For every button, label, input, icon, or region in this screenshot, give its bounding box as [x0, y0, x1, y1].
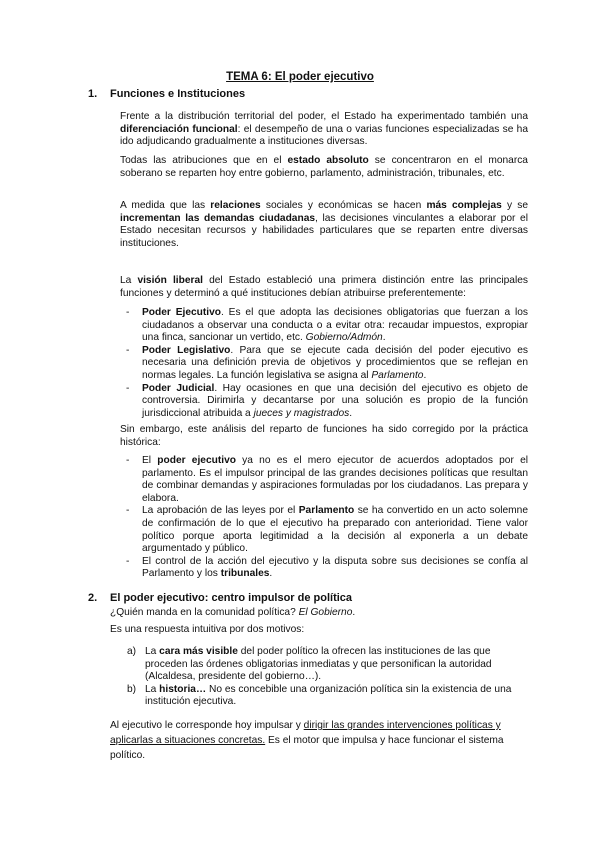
paragraph-4: La visión liberal del Estado estableció una primera distinción entre las principales funciones y determinó a qué instituciones debían atribuirse preferentemente: [120, 275, 528, 299]
list-item: b) La historia… No es concebible una organización política sin la existencia de una institución ejecutiva. [127, 683, 512, 708]
list-item: a) La cara más visible del poder político la ofrecen las instituciones de las que proceden las órdenes obligatorias inmediatas y que personifican la autoridad (Alcaldesa, presidente del gobierno…). [127, 646, 492, 683]
correction-list [120, 455, 528, 581]
paragraph-2: Todas las atribuciones que en el estado absoluto se concentraron en el monarca soberano se reparten hoy entre gobierno, parlamento, administración, tribunales, etc. [120, 155, 528, 179]
final-paragraph: Al ejecutivo le corresponde hoy impulsar y dirigir las grandes intervenciones políticas y aplicarlas a situaciones concretas. Es el motor que impulsa y hace funcionar el sistema político. [110, 720, 504, 761]
intro-line: Es una respuesta intuitiva por dos motivos: [110, 624, 305, 635]
section-1-heading [88, 88, 245, 100]
section-1-number: 1. [88, 88, 98, 100]
section-2-number: 2. [88, 592, 98, 604]
list-item: - El control de la acción del ejecutivo y la disputa sobre sus decisiones se confía al Parlamento y los tribunales. [126, 555, 528, 580]
list-item: - El poder ejecutivo ya no es el mero ejecutor de acuerdos adoptados por el parlamento. Es el impulsor principal de las grandes decisiones políticas que resultan de combinar demandas y aspiraciones formuladas por los ciudadanos. Las prepara y elabora. [126, 455, 529, 504]
list-item: - Poder Judicial. Hay ocasiones en que una decisión del ejecutivo es objeto de controversia. Dirimirla y decantarse por una solución es propio de la función jurisdiccional atribuida a jueces y magistrados. [126, 382, 528, 419]
question-line: ¿Quién manda en la comunidad política? El Gobierno. [110, 607, 356, 618]
list-item: - Poder Ejecutivo. Es el que adopta las decisiones obligatorias que fuerzan a los ciudadanos a observar una conducta o a evitar otra: recaudar impuestos, expropiar una finca, sancionar un vertido, etc. Gobierno/Admón. [126, 307, 528, 344]
paragraph-5: Sin embargo, este análisis del reparto de funciones ha sido corregido por la práctica histórica: [120, 424, 528, 448]
reasons-list [127, 646, 528, 709]
list-item: - Poder Legislativo. Para que se ejecute cada decisión del poder ejecutivo es necesaria una definición previa de objetivos y procedimientos que se reflejan en normas legales. La función legislativa se asigna al Parlamento. [126, 344, 528, 381]
section-2-heading [88, 592, 352, 604]
section-1-title: Funciones e Instituciones [110, 88, 246, 100]
powers-list [120, 307, 528, 420]
paragraph-1: Frente a la distribución territorial del poder, el Estado ha experimentado también una diferenciación funcional: el desempeño de una o varias funciones especializadas se ha ido adjudicando gradualmente a instituciones diversas. [120, 111, 528, 148]
section-2-title: El poder ejecutivo: centro impulsor de política [110, 592, 353, 604]
list-item: - La aprobación de las leyes por el Parlamento se ha convertido en un acto solemne de confirmación de lo que el ejecutivo ha preparado con anterioridad. Tiene valor político porque aporta legitimidad a la decisión al exponerla a un debate argumentado y público. [126, 505, 528, 555]
document-title: TEMA 6: El poder ejecutivo [226, 71, 374, 83]
paragraph-3: A medida que las relaciones sociales y económicas se hacen más complejas y se incrementan las demandas ciudadanas, las decisiones vinculantes a elaborar por el Estado necesitan recursos y habilidades particulares que se reparten entre diversas instituciones. [120, 200, 528, 249]
